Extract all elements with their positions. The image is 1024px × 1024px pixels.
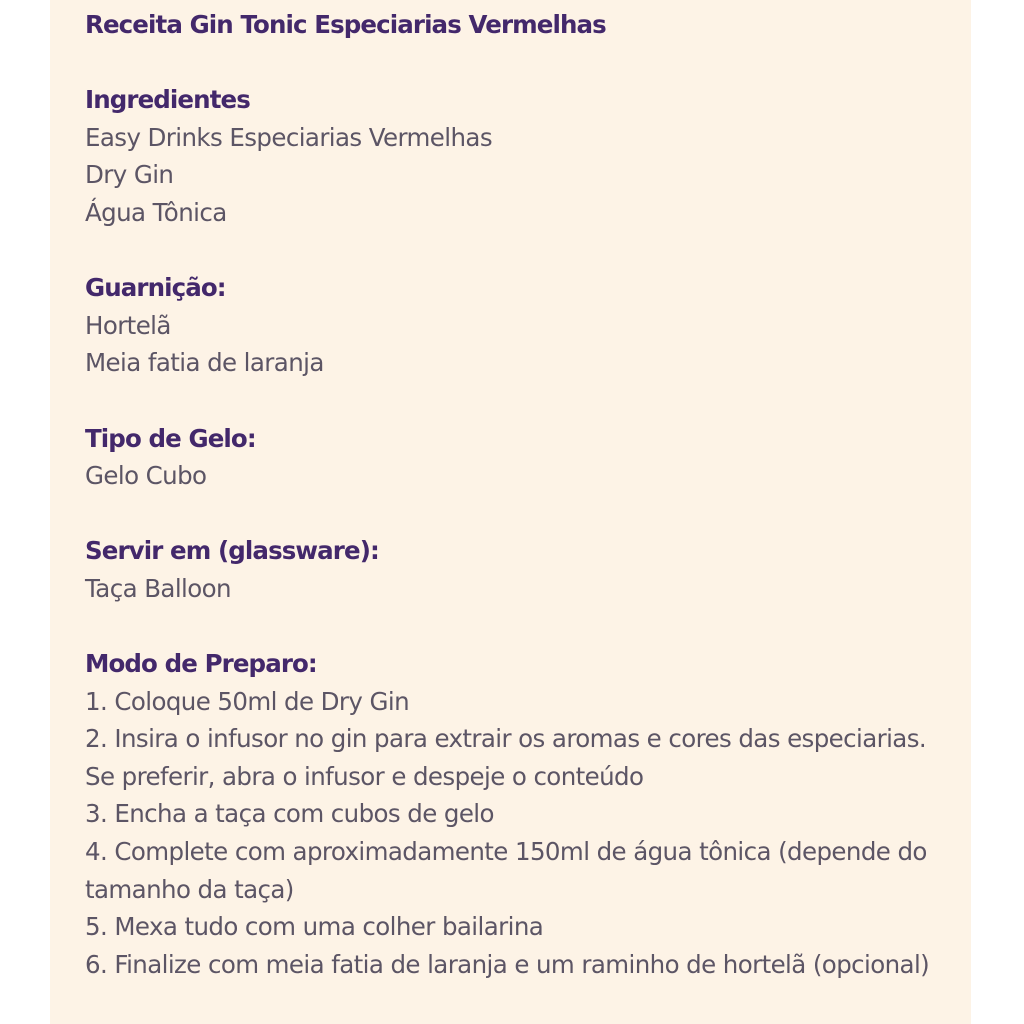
preparation-heading: Modo de Preparo: bbox=[85, 649, 317, 679]
garnish-heading: Guarnição: bbox=[85, 273, 226, 303]
spacer bbox=[85, 44, 955, 82]
recipe-card bbox=[50, 0, 971, 1024]
preparation-step: 2. Insira o infusor no gin para extrair os aromas e cores das especiarias. Se preferir, abra o infusor e despeje o conteúdo bbox=[85, 724, 927, 791]
garnish-item: Hortelã bbox=[85, 310, 171, 340]
spacer bbox=[85, 232, 955, 270]
ingredient-item: Dry Gin bbox=[85, 160, 174, 190]
preparation-step: 6. Finalize com meia fatia de laranja e um raminho de hortelã (opcional) bbox=[85, 949, 930, 979]
preparation-step: 3. Encha a taça com cubos de gelo bbox=[85, 799, 494, 829]
glassware-heading: Servir em (glassware): bbox=[85, 536, 379, 566]
ingredients-heading: Ingredientes bbox=[85, 85, 250, 115]
glassware-item: Taça Balloon bbox=[85, 573, 231, 603]
spacer bbox=[85, 382, 955, 420]
ingredient-item: Água Tônica bbox=[85, 197, 227, 227]
spacer bbox=[85, 608, 955, 646]
garnish-item: Meia fatia de laranja bbox=[85, 348, 324, 378]
ice-heading: Tipo de Gelo: bbox=[85, 423, 256, 453]
recipe-title: Receita Gin Tonic Especiarias Vermelhas bbox=[85, 10, 606, 39]
preparation-step: 4. Complete com aproximadamente 150ml de água tônica (depende do tamanho da taça) bbox=[85, 837, 927, 904]
spacer bbox=[85, 495, 955, 533]
ingredient-item: Easy Drinks Especiarias Vermelhas bbox=[85, 122, 492, 152]
preparation-step: 1. Coloque 50ml de Dry Gin bbox=[85, 686, 409, 716]
recipe-content bbox=[85, 6, 955, 983]
preparation-step: 5. Mexa tudo com uma colher bailarina bbox=[85, 912, 544, 942]
ice-item: Gelo Cubo bbox=[85, 461, 207, 491]
